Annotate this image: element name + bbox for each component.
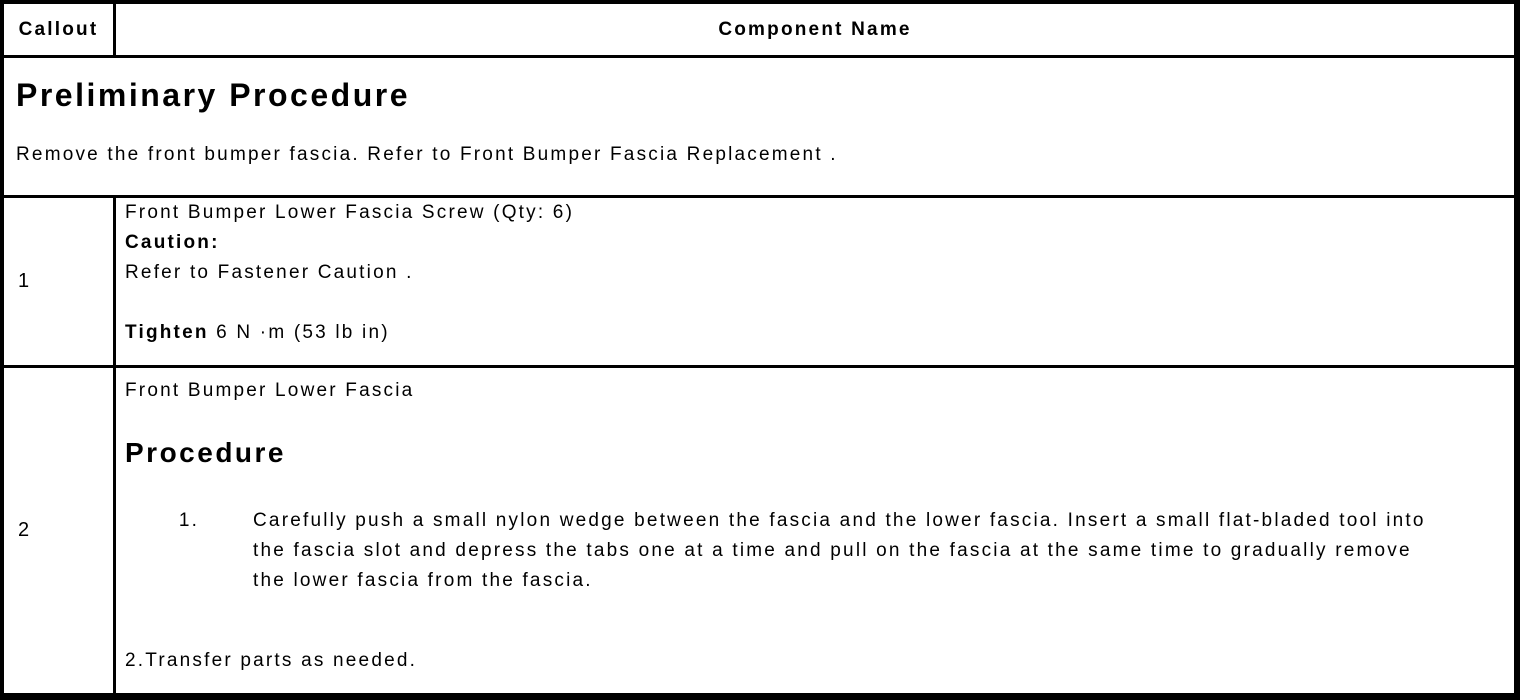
preliminary-procedure-title: Preliminary Procedure [16,77,410,113]
callout-cell [4,368,116,693]
table-row [4,368,1514,693]
tighten-label: Tighten [125,322,209,343]
tighten-value: 6 N ·m (53 lb in) [216,322,390,343]
spacer [125,288,1514,318]
callout-number: 1 [18,270,32,292]
callout-number: 2 [18,519,32,541]
tighten-spec-line [125,318,1514,348]
caution-reference-text: Refer to Fastener Caution . [125,262,414,283]
table-header-row [4,4,1514,58]
component-name-text: Front Bumper Lower Fascia [125,380,415,401]
table-row [4,198,1514,368]
component-cell [116,198,1514,365]
callout-cell [4,198,116,365]
step-two-text: 2.Transfer parts as needed. [125,650,418,671]
component-cell [116,368,1514,693]
callout-header-cell [4,4,116,55]
preliminary-procedure-row [4,58,1514,198]
preliminary-procedure-text: Remove the front bumper fascia. Refer to Front Bumper Fascia Replacement . [16,144,838,165]
step-text: Carefully push a small nylon wedge between the fascia and the lower fascia. Insert a small flat-bladed tool into the fascia slot and depress the tabs one at a time and pull on the fascia at the same time to gradually remove the lower fascia from the fascia. [253,510,1426,591]
callout-header-label: Callout [18,18,99,40]
procedure-heading: Procedure [125,437,286,468]
procedure-step-item [125,506,1514,596]
step-number: 1. [178,510,200,531]
component-name-header-cell [116,4,1514,55]
caution-label: Caution: [125,232,220,253]
component-name-text: Front Bumper Lower Fascia Screw (Qty: 6) [125,202,575,223]
component-name-header-label: Component Name [718,18,912,40]
